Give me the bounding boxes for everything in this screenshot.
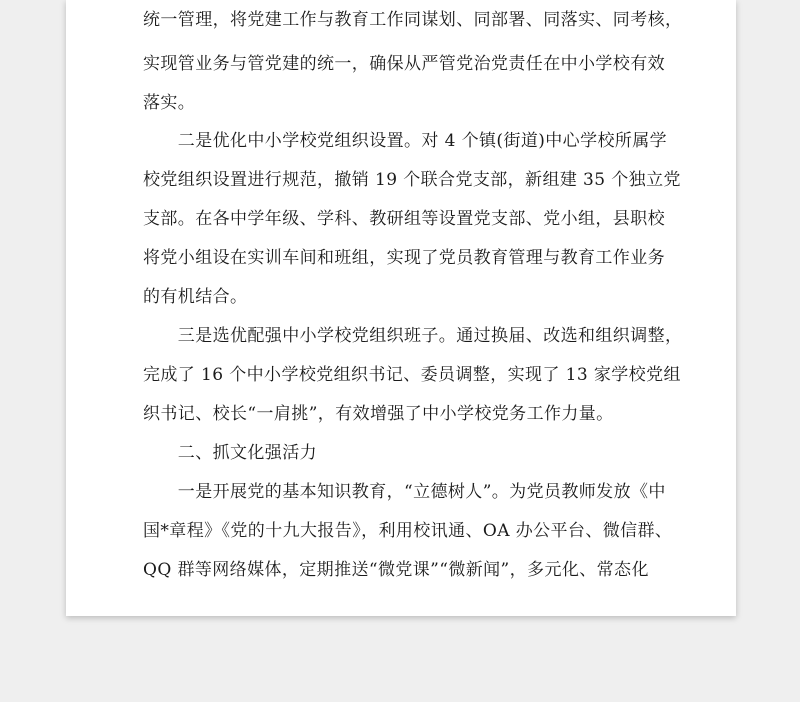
text-line: 校党组织设置进行规范，撤销 19 个联合党支部，新组建 35 个独立党 — [143, 170, 681, 190]
text-line: QQ 群等网络媒体，定期推送“微党课”“微新闻”，多元化、常态化 — [143, 560, 649, 580]
text-line: 的有机结合。 — [143, 287, 248, 307]
text-line: 国*章程》《党的十九大报告》，利用校讯通、OA 办公平台、微信群、 — [143, 521, 673, 541]
text-line: 落实。 — [143, 93, 196, 113]
text-line: 一是开展党的基本知识教育，“立德树人”。为党员教师发放《中 — [143, 482, 666, 502]
text-line: 完成了 16 个中小学校党组织书记、委员调整，实现了 13 家学校党组 — [143, 365, 681, 385]
section-heading: 二、抓文化强活力 — [143, 443, 317, 463]
text-line: 实现管业务与管党建的统一，确保从严管党治党责任在中小学校有效 — [143, 54, 665, 74]
text-line: 三是选优配强中小学校党组织班子。通过换届、改选和组织调整， — [143, 326, 683, 346]
text-line: 将党小组设在实训车间和班组，实现了党员教育管理与教育工作业务 — [143, 248, 665, 268]
text-line: 支部。在各中学年级、学科、教研组等设置党支部、党小组，县职校 — [143, 209, 665, 229]
text-line: 统一管理，将党建工作与教育工作同谋划、同部署、同落实、同考核， — [143, 10, 683, 30]
text-line: 二是优化中小学校党组织设置。对 4 个镇(街道)中心学校所属学 — [143, 131, 668, 151]
text-line: 织书记、校长“一肩挑”，有效增强了中小学校党务工作力量。 — [143, 404, 614, 424]
